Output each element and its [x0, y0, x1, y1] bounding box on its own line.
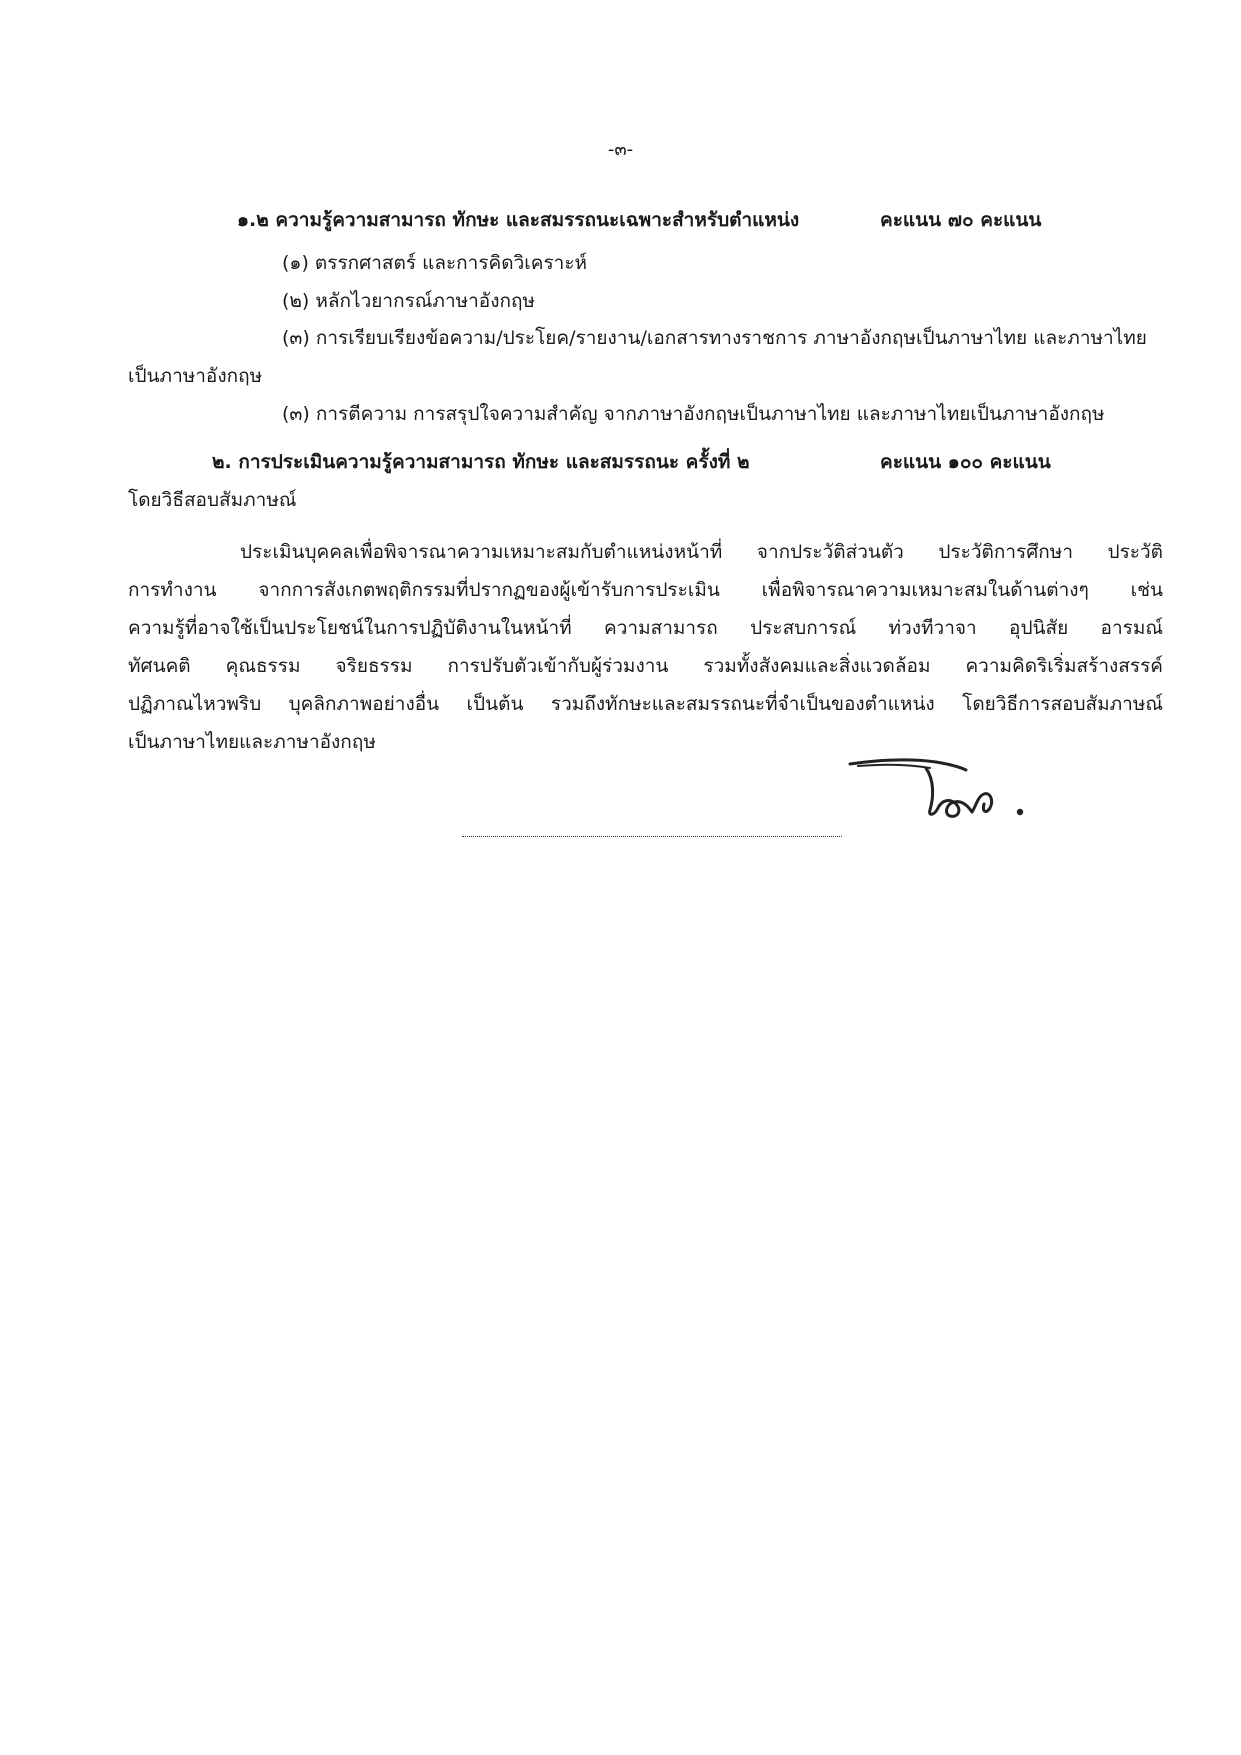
section-1-2-item-3-continued: เป็นภาษาอังกฤษ: [128, 365, 263, 387]
paragraph-line-5: ปฏิภาณไหวพริบ บุคลิกภาพอย่างอื่น เป็นต้น รวมถึงทักษะและสมรรถนะที่จำเป็นของตำแหน่ง โดยวิธีการสอบสัมภาษณ์: [128, 693, 1163, 715]
section-2-score: คะแนน ๑๐๐ คะแนน: [880, 451, 1051, 473]
paragraph-line-1: ประเมินบุคคลเพื่อพิจารณาความเหมาะสมกับตำแหน่งหน้าที่ จากประวัติส่วนตัว ประวัติการศึกษา ประวัติ: [240, 541, 1163, 563]
section-1-2-item-3: (๓) การเรียบเรียงข้อความ/ประโยค/รายงาน/เอกสารทางราชการ ภาษาอังกฤษเป็นภาษาไทย และภาษาไทย: [282, 327, 1147, 349]
section-1-2-item-1: (๑) ตรรกศาสตร์ และการคิดวิเคราะห์: [282, 252, 588, 274]
section-1-2-item-4: (๓) การตีความ การสรุปใจความสำคัญ จากภาษาอังกฤษเป็นภาษาไทย และภาษาไทยเป็นภาษาอังกฤษ: [282, 403, 1105, 425]
end-dotted-rule: [462, 836, 842, 837]
page-number: -๓-: [607, 139, 634, 160]
section-1-2-score: คะแนน ๗๐ คะแนน: [880, 209, 1042, 231]
paragraph-line-6: เป็นภาษาไทยและภาษาอังกฤษ: [128, 731, 376, 753]
section-2-method: โดยวิธีสอบสัมภาษณ์: [128, 489, 297, 511]
section-1-2-item-2: (๒) หลักไวยากรณ์ภาษาอังกฤษ: [282, 290, 536, 312]
signature-icon: [838, 752, 1048, 824]
paragraph-line-2: การทำงาน จากการสังเกตพฤติกรรมที่ปรากฏของผู้เข้ารับการประเมิน เพื่อพิจารณาความเหมาะสมในด้านต่างๆ เช่น: [128, 579, 1163, 601]
section-2-heading: ๒. การประเมินความรู้ความสามารถ ทักษะ และสมรรถนะ ครั้งที่ ๒: [212, 451, 750, 473]
paragraph-line-4: ทัศนคติ คุณธรรม จริยธรรม การปรับตัวเข้ากับผู้ร่วมงาน รวมทั้งสังคมและสิ่งแวดล้อม ความคิดริเริ่มสร้างสรรค์: [128, 655, 1163, 677]
paragraph-line-3: ความรู้ที่อาจใช้เป็นประโยชน์ในการปฏิบัติงานในหน้าที่ ความสามารถ ประสบการณ์ ท่วงทีวาจา อุปนิสัย อารมณ์: [128, 617, 1163, 639]
section-1-2-heading: ๑.๒ ความรู้ความสามารถ ทักษะ และสมรรถนะเฉพาะสำหรับตำแหน่ง: [237, 209, 800, 231]
